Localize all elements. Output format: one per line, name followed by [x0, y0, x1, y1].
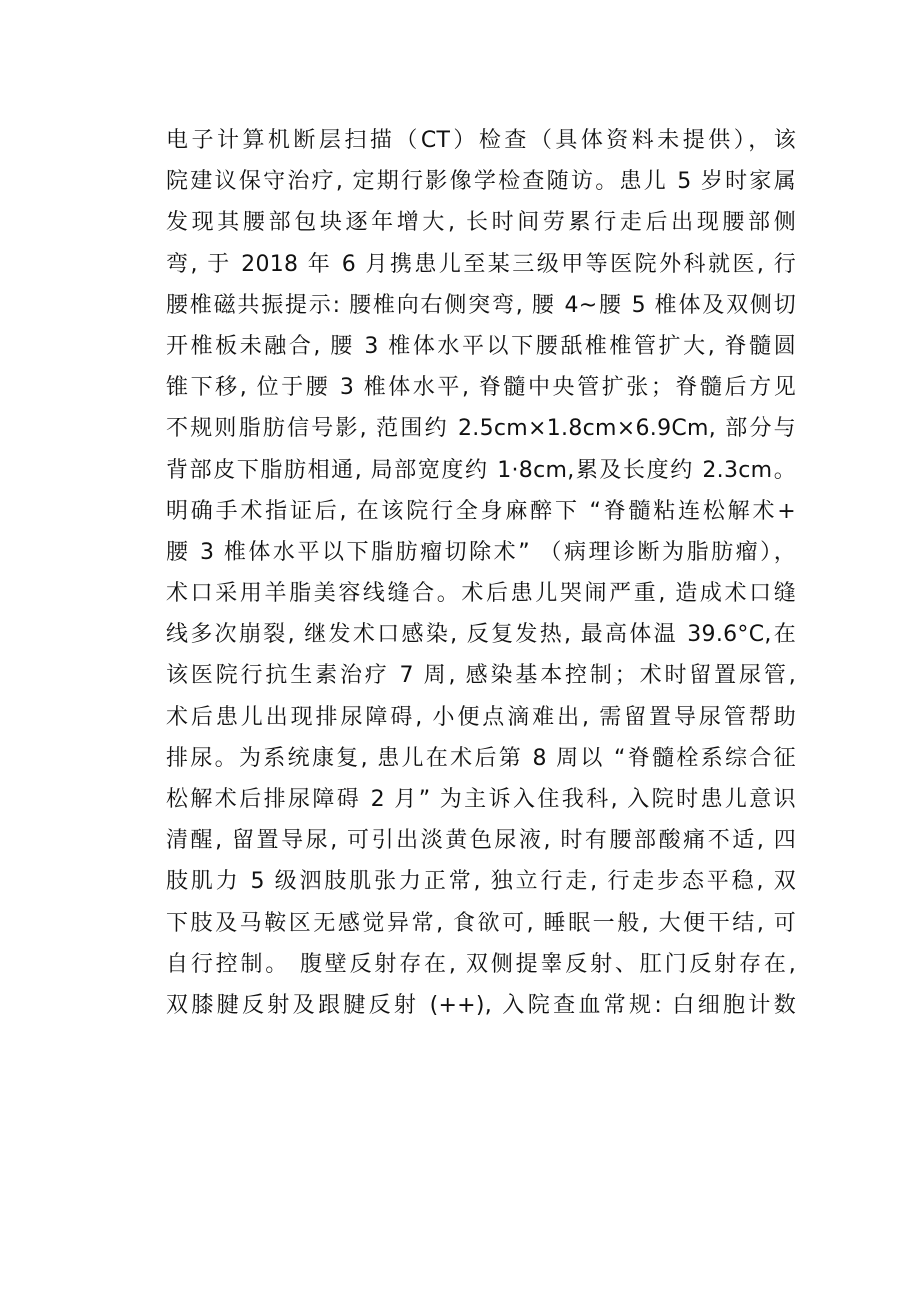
text-line-16: 排尿。为系统康复, 患儿在术后第 8 周以 “脊髓栓系综合征	[166, 745, 796, 771]
text-line-2: 院建议保守治疗, 定期行影像学检查随访。患儿 5 岁时家属	[166, 169, 796, 195]
text-line-18: 清醒, 留置导尿, 可引出淡黄色尿液, 时有腰部酸痛不适, 四	[166, 828, 796, 854]
text-line-21: 自行控制。 腹壁反射存在, 双侧提睾反射、肛门反射存在,	[166, 951, 796, 977]
text-line-22: 双膝腱反射及跟腱反射 (++), 入院查血常规: 白细胞计数	[166, 992, 796, 1018]
text-line-4: 弯, 于 2018 年 6 月携患儿至某三级甲等医院外科就医, 行	[166, 251, 796, 277]
text-line-10: 明确手术指证后, 在该院行全身麻醉下 “脊髓粘连松解术+	[166, 498, 796, 524]
text-line-8: 不规则脂肪信号影, 范围约 2.5cm×1.8cm×6.9Cm, 部分与	[166, 416, 796, 442]
text-line-17: 松解术后排尿障碍 2 月” 为主诉入住我科, 入院时患儿意识	[166, 787, 796, 812]
text-line-19: 肢肌力 5 级泗肢肌张力正常, 独立行走, 行走步态平稳, 双	[166, 869, 796, 895]
text-line-13: 线多次崩裂, 继发术口感染, 反复发热, 最高体温 39.6°C,在	[166, 622, 796, 648]
text-line-1: 电子计算机断层扫描（CT）检查（具体资料未提供），该	[166, 128, 796, 153]
text-line-5: 腰椎磁共振提示: 腰椎向右侧突弯, 腰 4~腰 5 椎体及双侧切	[166, 292, 796, 318]
text-line-11: 腰 3 椎体水平以下脂肪瘤切除术” （病理诊断为脂肪瘤），	[166, 539, 796, 565]
text-line-15: 术后患儿出现排尿障碍, 小便点滴难出, 需留置导尿管帮助	[166, 704, 796, 730]
text-line-20: 下肢及马鞍区无感觉异常, 食欲可, 睡眠一般, 大便干结, 可	[166, 910, 796, 936]
text-line-9: 背部皮下脂肪相通, 局部宽度约 1·8cm,累及长度约 2.3cm。	[166, 457, 796, 483]
text-line-6: 开椎板未融合, 腰 3 椎体水平以下腰舐椎椎管扩大, 脊髓圆	[166, 333, 796, 359]
body-text	[166, 120, 796, 1026]
text-line-12: 术口采用羊脂美容线缝合。术后患儿哭闹严重, 造成术口缝	[166, 581, 796, 607]
text-line-3: 发现其腰部包块逐年增大, 长时间劳累行走后出现腰部侧	[166, 210, 796, 236]
text-line-7: 锥下移, 位于腰 3 椎体水平, 脊髓中央管扩张；脊髓后方见	[166, 375, 796, 401]
text-line-14: 该医院行抗生素治疗 7 周, 感染基本控制；术时留置尿管,	[166, 663, 796, 689]
